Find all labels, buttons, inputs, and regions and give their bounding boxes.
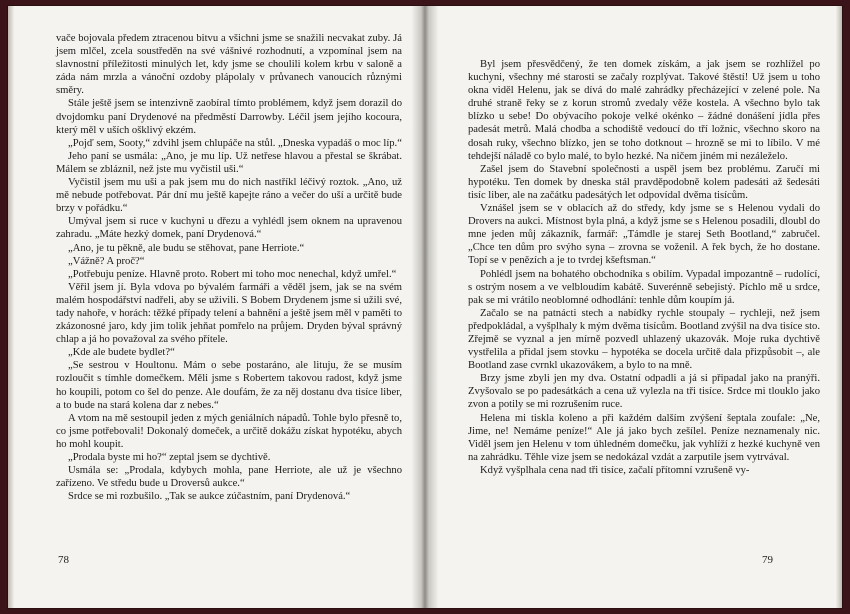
paragraph: „Se sestrou v Houltonu. Mám o sebe postaráno, ale lituju, že se musím rozloučit s tímhle domečkem. Měli jsme s Robertem takovou radost, když jsme ho koupili, potom co šel do penze. Ale doufám, že za něj dostanu dva tisíce liber, a to bude na stará kolena dar z nebes.“ [56,360,402,411]
paragraph: Stále ještě jsem se intenzivně zaobíral tímto problémem, když jsem dorazil do dvojdomku paní Drydenové na předměstí Darrowby. Léčil jsem jejího kocoura, který měl v uších ošklivý ekzém. [56,98,402,136]
paragraph: Srdce se mi rozbušilo. „Tak se aukce zúčastním, paní Drydenová.“ [68,491,351,503]
right-page [428,6,842,608]
page-number-right: 79 [762,554,773,566]
paragraph: Byl jsem přesvědčený, že ten domek získám, a jak jsem se rozhlížel po kuchyni, všechny mé starosti se začaly rozplývat. Takové štěstí! Už jsem u toho okna viděl Helenu, jak se dívá do malé zahrádky přecházející v zelené pole. Na druhé straně řeky se z korun stromů zvedaly věže kostela. A všechno bylo tak blízko u sebe! Do obývacího pokoje velké okénko – žádné donášení jídla přes padesát metrů. Malá chodba a schodiště vedoucí do tří ložnic, všechno skoro na dosah ruky, všechno blízko, jen se toho dotknout – hrozně se mi to líbilo. V mé tehdejší náladě co bylo malé, to bylo hezké. Na ničem jiném mi nezáleželo. [468,59,820,162]
paragraph: Věřil jsem jí. Byla vdova po bývalém farmáři a věděl jsem, jak se na svém malém hospodářství nadřeli, aby se uživili. S Bobem Drydenem jsme si užili své, tady nahoře, v horách: těžké případy telení a bahnění a ještě jsem měl v paměti to zkázonosné jaro, kdy jim tolik jehňat pomřelo na průjem. Dryden býval správný chlap a já ho považoval za svého přítele. [56,281,402,346]
paragraph: vače bojovala předem ztracenou bitvu a všichni jsme se snažili necvakat zuby. Já jsem mlčel, zcela soustředěn na své vášnivé rozhodnutí, a vzpomínal jsem na slavnostní příležitosti minulých let, kdy jsme se choulili kolem krbu v saloně a záda nám mrzla a vánoční ozdoby plápolaly v průvanech vanoucích různými směry. [56,33,402,97]
book-gutter [412,6,438,608]
right-page-text [468,58,820,477]
paragraph: „Prodala byste mi ho?“ zeptal jsem se dychtivě. [68,452,271,463]
paragraph: Umýval jsem si ruce v kuchyni u dřezu a vyhlédl jsem oknem na upravenou zahradu. „Máte hezký domek, paní Drydenová.“ [56,216,402,241]
paragraph: Usmála se: „Prodala, kdybych mohla, pane Herriote, ale už je všechno zařízeno. Ve středu bude u Droversů aukce.“ [56,465,402,490]
paragraph: Začalo se na patnácti stech a nabídky rychle stoupaly – rychleji, než jsem předpokládal, a vyšplhaly k mým dvěma tisícům. Bootland zvýšil na dva tisíce sto. Zřejmě se vyznal a jen mírně pozvedl uhlazený ukazovák. Moje ruka dychtivě vystřelila a přidal jsem stovku – hypotéka se docela určitě dala přizpůsobit –, ale Bootland zase cvrnkl ukazovákem, a bylo to na mně. [468,307,820,372]
paragraph: „Vážně? A proč?“ [68,255,145,267]
paragraph: A vtom na mě sestoupil jeden z mých geniálních nápadů. Tohle bylo přesně to, co jsme potřebovali! Dokonalý domeček, a určitě dokážu získat hypotéku, abych ho mohl koupit. [56,412,402,450]
left-page-text [56,32,402,503]
paragraph: „Kde ale budete bydlet?“ [68,347,175,359]
paragraph: „Potřebuju peníze. Hlavně proto. Robert mi toho moc nenechal, když umřel.“ [68,268,397,280]
paragraph: Helena mi tiskla koleno a při každém dalším zvýšení šeptala zoufale: „Ne, Jime, ne! Nemáme peníze!“ Ale já jako bych zešílel. Peníze neznamenaly nic. Viděl jsem jen Helenu v tom úhledném domečku, jak vyhlíží z hezké kuchyně ven na zahrádku. Těhle vize jsem se nedokázal vzdát a zarputile jsem vytrvával. [468,412,820,463]
book-spread [8,6,842,608]
paragraph: „Pojď sem, Sooty,“ zdvihl jsem chlupáče na stůl. „Dneska vypadáš o moc líp.“ [68,137,402,149]
paragraph: Pohlédl jsem na bohatého obchodníka s obilím. Vypadal impozantně – rudolící, s ostrým nosem a ve velbloudím kabátě. Suverénně sebejistý. Píchlo mě u srdce, pak se mi vrátilo neoblomné odhodlání: tenhle dům koupím já. [468,268,820,306]
paragraph: Jeho paní se usmála: „Ano, je mu líp. Už netřese hlavou a přestal se škrábat. Málem se zbláznil, než jste mu vyčistil uši.“ [56,150,402,175]
page-number-left: 78 [58,554,69,566]
paragraph: Zašel jsem do Stavební společnosti a uspěl jsem bez problému. Zaručí mi hypotéku. Ten domek by dneska stál pravděpodobně kolem padesáti až šedesáti tisíc liber, ale na začátku padesátých let odpovídal dvěma tisícům. [468,163,820,201]
paragraph: „Ano, je tu pěkně, ale budu se stěhovat, pane Herriote.“ [68,242,305,254]
paragraph: Vyčistil jsem mu uši a pak jsem mu do nich nastříkl léčivý roztok. „Ano, už mě nebude potřebovat. Pár dní mu ještě kapejte ráno a večer do uší a určitě bude brzy v pořádku.“ [56,177,402,215]
page-edge-right [836,6,842,608]
left-page [8,6,422,608]
paragraph: Když vyšplhala cena nad tři tisíce, začalí přítomní vzrušeně vy- [480,464,750,476]
paragraph: Vznášel jsem se v oblacích až do středy, kdy jsme se s Helenou vydali do Drovers na aukci. Místnost byla plná, a když jsme se s Helenou posadili, dloubl do mne jeden můj zákazník, farmář: „Támdle je starej Seth Bootland,“ zabručel. „Chce ten dům pro svýho syna – zrovna se voženil. A řek bych, že ho dostane. Topí se v penězích a je to tvrdej kšeftsman.“ [468,203,820,267]
paragraph: Brzy jsme zbyli jen my dva. Ostatní odpadli a já si připadal jako na pranýři. Zvyšovalo se po padesátkách a cena už vylezla na tři tisíce. Srdce mi tlouklo jako zvon a potily se mi rozrušením ruce. [468,373,820,411]
page-edge-left [8,6,14,608]
